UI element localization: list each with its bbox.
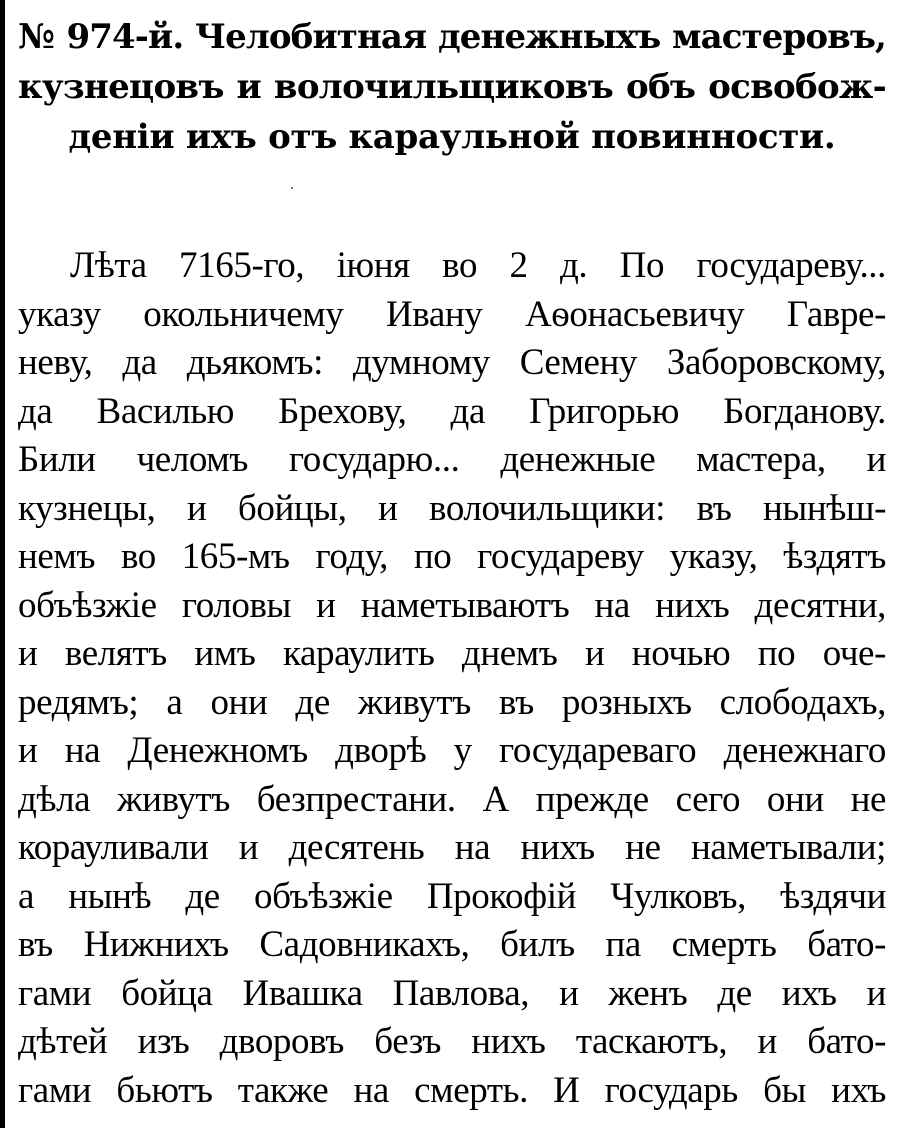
heading-line-2: кузнецовъ и волочильщиковъ объ освобож- — [18, 67, 886, 107]
body-line: и велятъ имъ караулить днемъ и ночью по оче- — [18, 633, 886, 674]
body-line: да Василью Брехову, да Григорью Богданову. — [18, 390, 886, 432]
document-heading — [18, 12, 886, 162]
body-line: въ Нижнихъ Садовникахъ, билъ па смерть бато- — [18, 924, 886, 965]
body-line: корауливали и десятень на нихъ не наметывали; — [18, 827, 886, 868]
body-line: немъ во 165-мъ году, по государеву указу, ѣздятъ — [18, 536, 886, 577]
body-line: дѣтей изъ дворовъ безъ нихъ таскаютъ, и бато- — [18, 1021, 886, 1062]
heading-line-3: деніи ихъ отъ караульной повинности. — [68, 117, 836, 157]
body-line: гами бьютъ также на смерть. И государь бы ихъ — [18, 1069, 886, 1111]
body-line: и на Денежномъ дворѣ у государеваго денежнаго — [18, 730, 886, 771]
body-line: кузнецы, и бойцы, и волочильщики: въ нынѣш- — [18, 487, 886, 529]
body-line: объѣзжіе головы и наметываютъ на нихъ десятни, — [18, 584, 886, 626]
body-line: дѣла живутъ безпрестани. А прежде сего они не — [18, 778, 886, 820]
document-body — [18, 242, 886, 1115]
body-line: Лѣта 7165-го, іюня во 2 д. По государеву... — [70, 245, 886, 286]
print-speck — [291, 187, 293, 189]
body-line: редямъ; а они де живутъ въ розныхъ слободахъ, — [18, 681, 886, 723]
body-line: указу окольничему Ивану Аѳонасьевичу Гавре- — [18, 293, 886, 335]
heading-line-1: № 974-й. Челобитная денежныхъ мастеровъ, — [18, 17, 886, 57]
body-line: неву, да дьякомъ: думному Семену Заборовскому, — [18, 342, 886, 383]
left-margin-rule — [0, 0, 5, 1128]
body-line: Били челомъ государю... денежные мастера, и — [18, 439, 886, 480]
body-line: а нынѣ де объѣзжіе Прокофій Чулковъ, ѣздячи — [18, 875, 886, 917]
body-line: гами бойца Ивашка Павлова, и женъ де ихъ и — [18, 972, 886, 1014]
